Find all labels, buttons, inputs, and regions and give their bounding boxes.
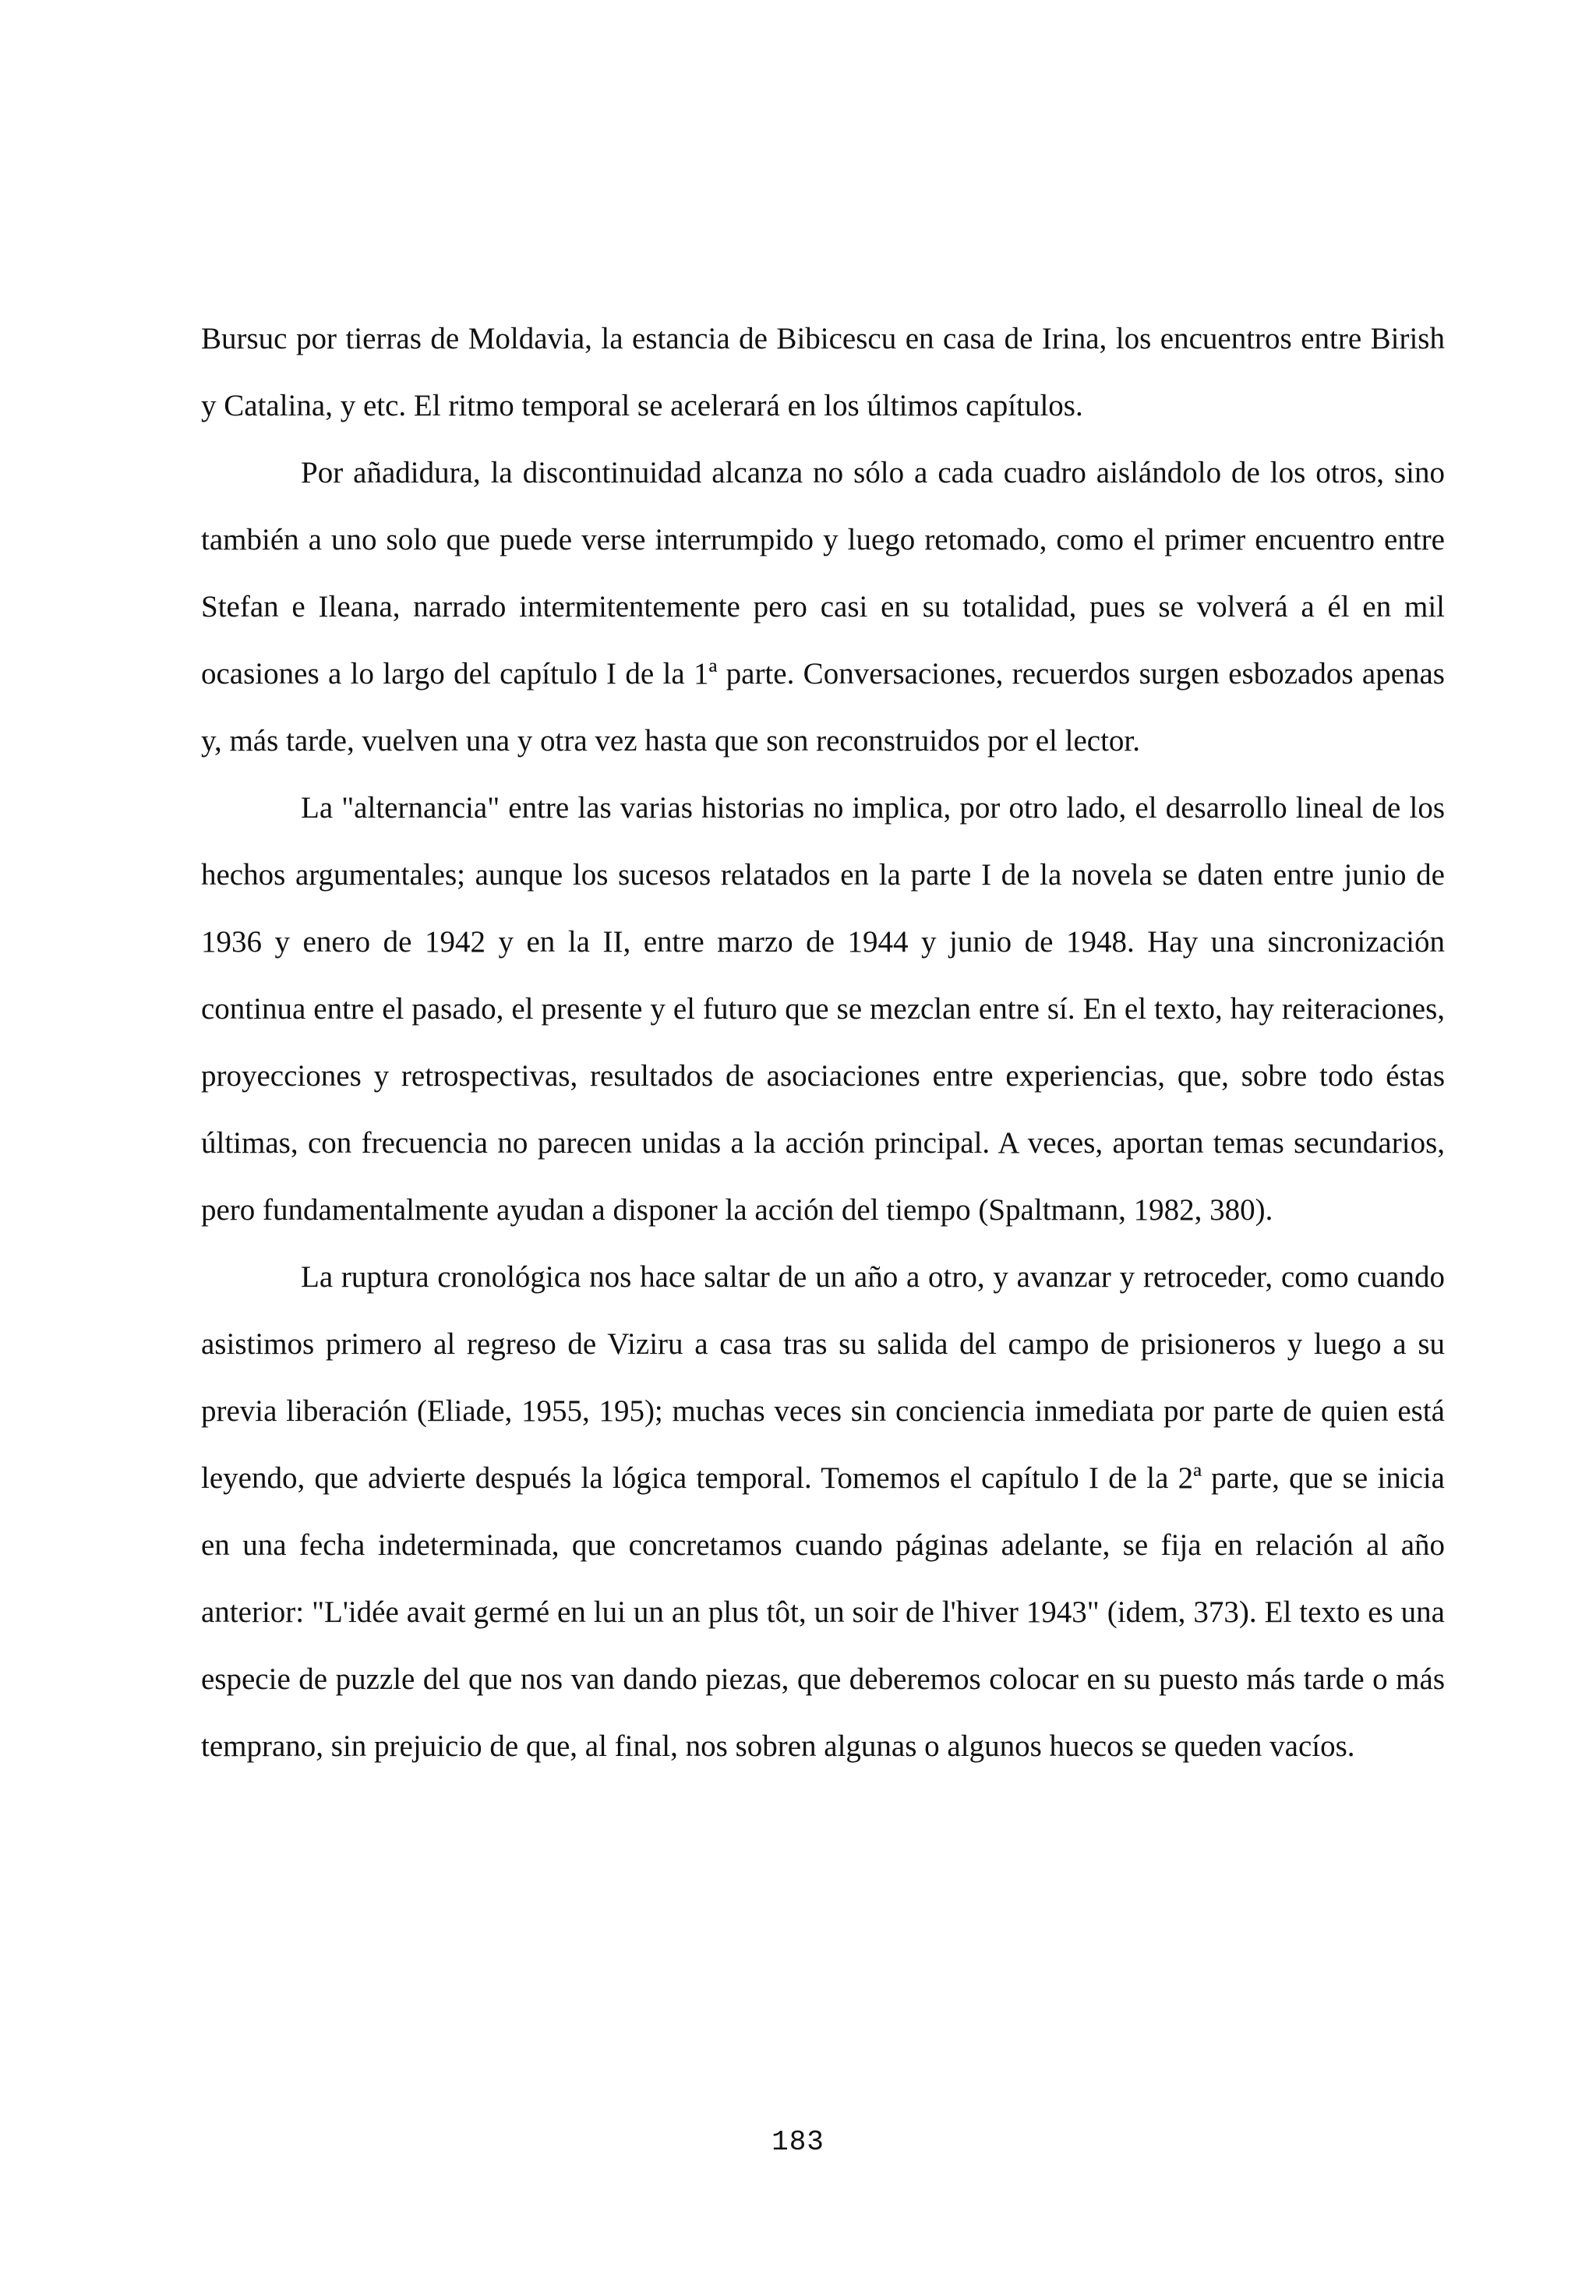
paragraph-discontinuidad: Por añadidura, la discontinuidad alcanza no sólo a cada cuadro aislándolo de los otros, sino también a uno solo que puede verse interrumpido y luego retomado, como el primer encuentro entre Stefan e Ileana, narrado intermitentemente pero casi en su totalidad, pues se volverá a él en mil ocasiones a lo largo del capítulo I de la 1ª parte. Conversaciones, recuerdos surgen esbozados apenas y, más tarde, vuelven una y otra vez hasta que son reconstruidos por el lector.	[201, 456, 1445, 758]
paragraph-continuation: Bursuc por tierras de Moldavia, la estancia de Bibicescu en casa de Irina, los encuentros entre Birish y Catalina, y etc. El ritmo temporal se acelerará en los últimos capítulos.	[201, 322, 1445, 422]
body-text	[201, 306, 1445, 1780]
paragraph-alternancia: La "alternancia" entre las varias historias no implica, por otro lado, el desarrollo lineal de los hechos argumentales; aunque los sucesos relatados en la parte I de la novela se daten entre junio de 1936 y enero de 1942 y en la II, entre marzo de 1944 y junio de 1948. Hay una sincronización continua entre el pasado, el presente y el futuro que se mezclan entre sí. En el texto, hay reiteraciones, proyecciones y retrospectivas, resultados de asociaciones entre experiencias, que, sobre todo éstas últimas, con frecuencia no parecen unidas a la acción principal. A veces, aportan temas secundarios, pero fundamentalmente ayudan a disponer la acción del tiempo (Spaltmann, 1982, 380).	[201, 791, 1445, 1227]
page-number: 183	[772, 2126, 824, 2158]
paragraph-ruptura-cronologica: La ruptura cronológica nos hace saltar de un año a otro, y avanzar y retroceder, como cuando asistimos primero al regreso de Viziru a casa tras su salida del campo de prisioneros y luego a su previa liberación (Eliade, 1955, 195); muchas veces sin conciencia inmediata por parte de quien está leyendo, que advierte después la lógica temporal. Tomemos el capítulo I de la 2ª parte, que se inicia en una fecha indeterminada, que concretamos cuando páginas adelante, se fija en relación al año anterior: "L'idée avait germé en lui un an plus tôt, un soir de l'hiver 1943" (idem, 373). El texto es una especie de puzzle del que nos van dando piezas, que deberemos colocar en su puesto más tarde o más temprano, sin prejuicio de que, al final, nos sobren algunas o algunos huecos se queden vacíos.	[201, 1260, 1445, 1763]
